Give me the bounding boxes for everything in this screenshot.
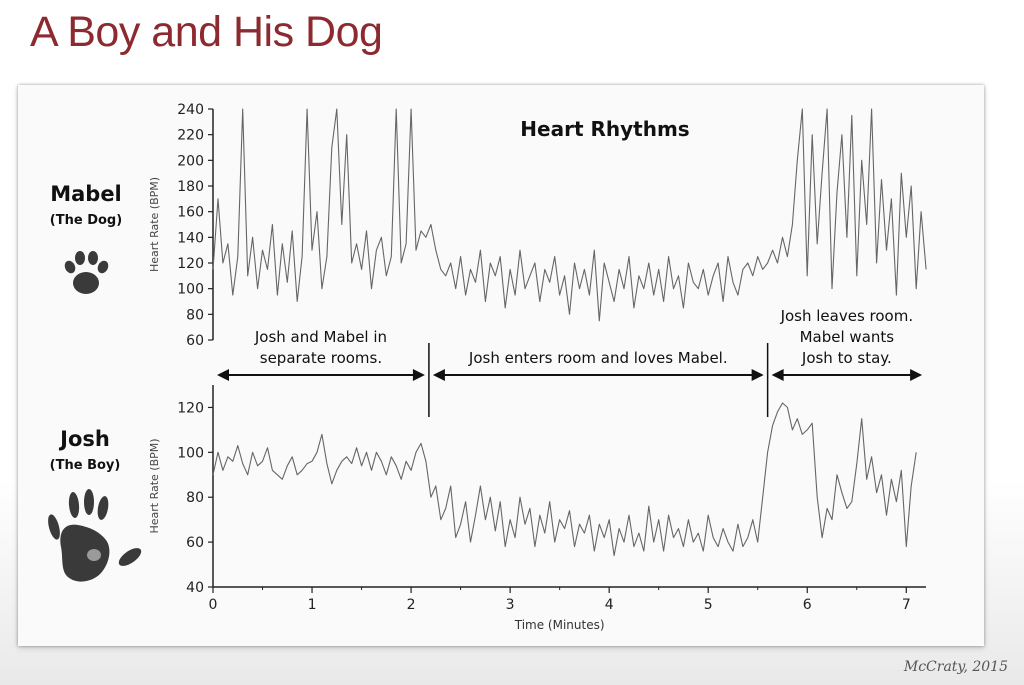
josh-y-axis-label: Heart Rate (BPM): [148, 438, 161, 534]
phase-arrow-head-left: [217, 369, 229, 381]
phase-arrow-head-left: [433, 369, 445, 381]
josh-y-tick-label: 60: [186, 535, 204, 552]
chart-title: Heart Rhythms: [520, 117, 690, 141]
mabel-y-tick-label: 120: [177, 256, 204, 272]
phase-arrow-head-right: [910, 369, 922, 381]
mabel-y-tick-label: 160: [177, 204, 204, 221]
mabel-y-tick-label: 80: [186, 307, 204, 324]
handprint-icon: [46, 489, 144, 582]
josh-y-tick-label: 120: [177, 400, 204, 417]
phase-label: Mabel wants: [799, 328, 895, 346]
josh-y-tick-label: 80: [186, 490, 204, 507]
phase-label: Josh to stay.: [801, 349, 892, 367]
phase-label: Josh enters room and loves Mabel.: [468, 349, 728, 367]
phase-label: Josh leaves room.: [780, 307, 914, 325]
paw-print-icon: [63, 251, 111, 294]
dog-subtitle-label: (The Dog): [49, 213, 123, 228]
x-tick-label: 6: [802, 597, 812, 613]
josh-y-tick-label: 100: [177, 445, 204, 462]
mabel-y-tick-label: 220: [177, 127, 204, 144]
mabel-y-tick-label: 140: [177, 230, 204, 247]
x-axis-label: Time (Minutes): [514, 618, 605, 632]
mabel-y-tick-label: 100: [177, 281, 204, 298]
boy-name-label: Josh: [60, 427, 110, 451]
source-credit: McCraty, 2015: [903, 659, 1008, 675]
x-tick-label: 1: [307, 597, 317, 613]
phase-arrow-head-right: [413, 369, 425, 381]
x-tick-label: 5: [703, 597, 713, 613]
mabel-y-tick-label: 240: [177, 102, 204, 118]
boy-subtitle-label: (The Boy): [49, 458, 121, 473]
phase-arrow-head-right: [752, 369, 764, 381]
x-tick-label: 2: [406, 597, 416, 613]
heart-rhythm-chart: [18, 85, 984, 646]
x-tick-label: 3: [505, 597, 515, 613]
x-tick-label: 7: [901, 597, 911, 613]
josh-y-tick-label: 40: [186, 580, 204, 596]
phase-label: separate rooms.: [259, 349, 383, 367]
x-tick-label: 4: [604, 597, 614, 613]
phase-arrow-head-left: [772, 369, 784, 381]
figure-panel: [18, 85, 984, 646]
slide-title: A Boy and His Dog: [30, 8, 383, 56]
mabel-y-axis-label: Heart Rate (BPM): [148, 176, 161, 273]
x-tick-label: 0: [208, 597, 218, 613]
mabel-y-tick-label: 60: [186, 333, 204, 349]
josh-heart-rate-line: [213, 403, 916, 556]
mabel-y-tick-label: 200: [177, 153, 204, 170]
phase-label: Josh and Mabel in: [254, 328, 388, 346]
dog-name-label: Mabel: [50, 182, 122, 206]
mabel-y-tick-label: 180: [177, 179, 204, 195]
